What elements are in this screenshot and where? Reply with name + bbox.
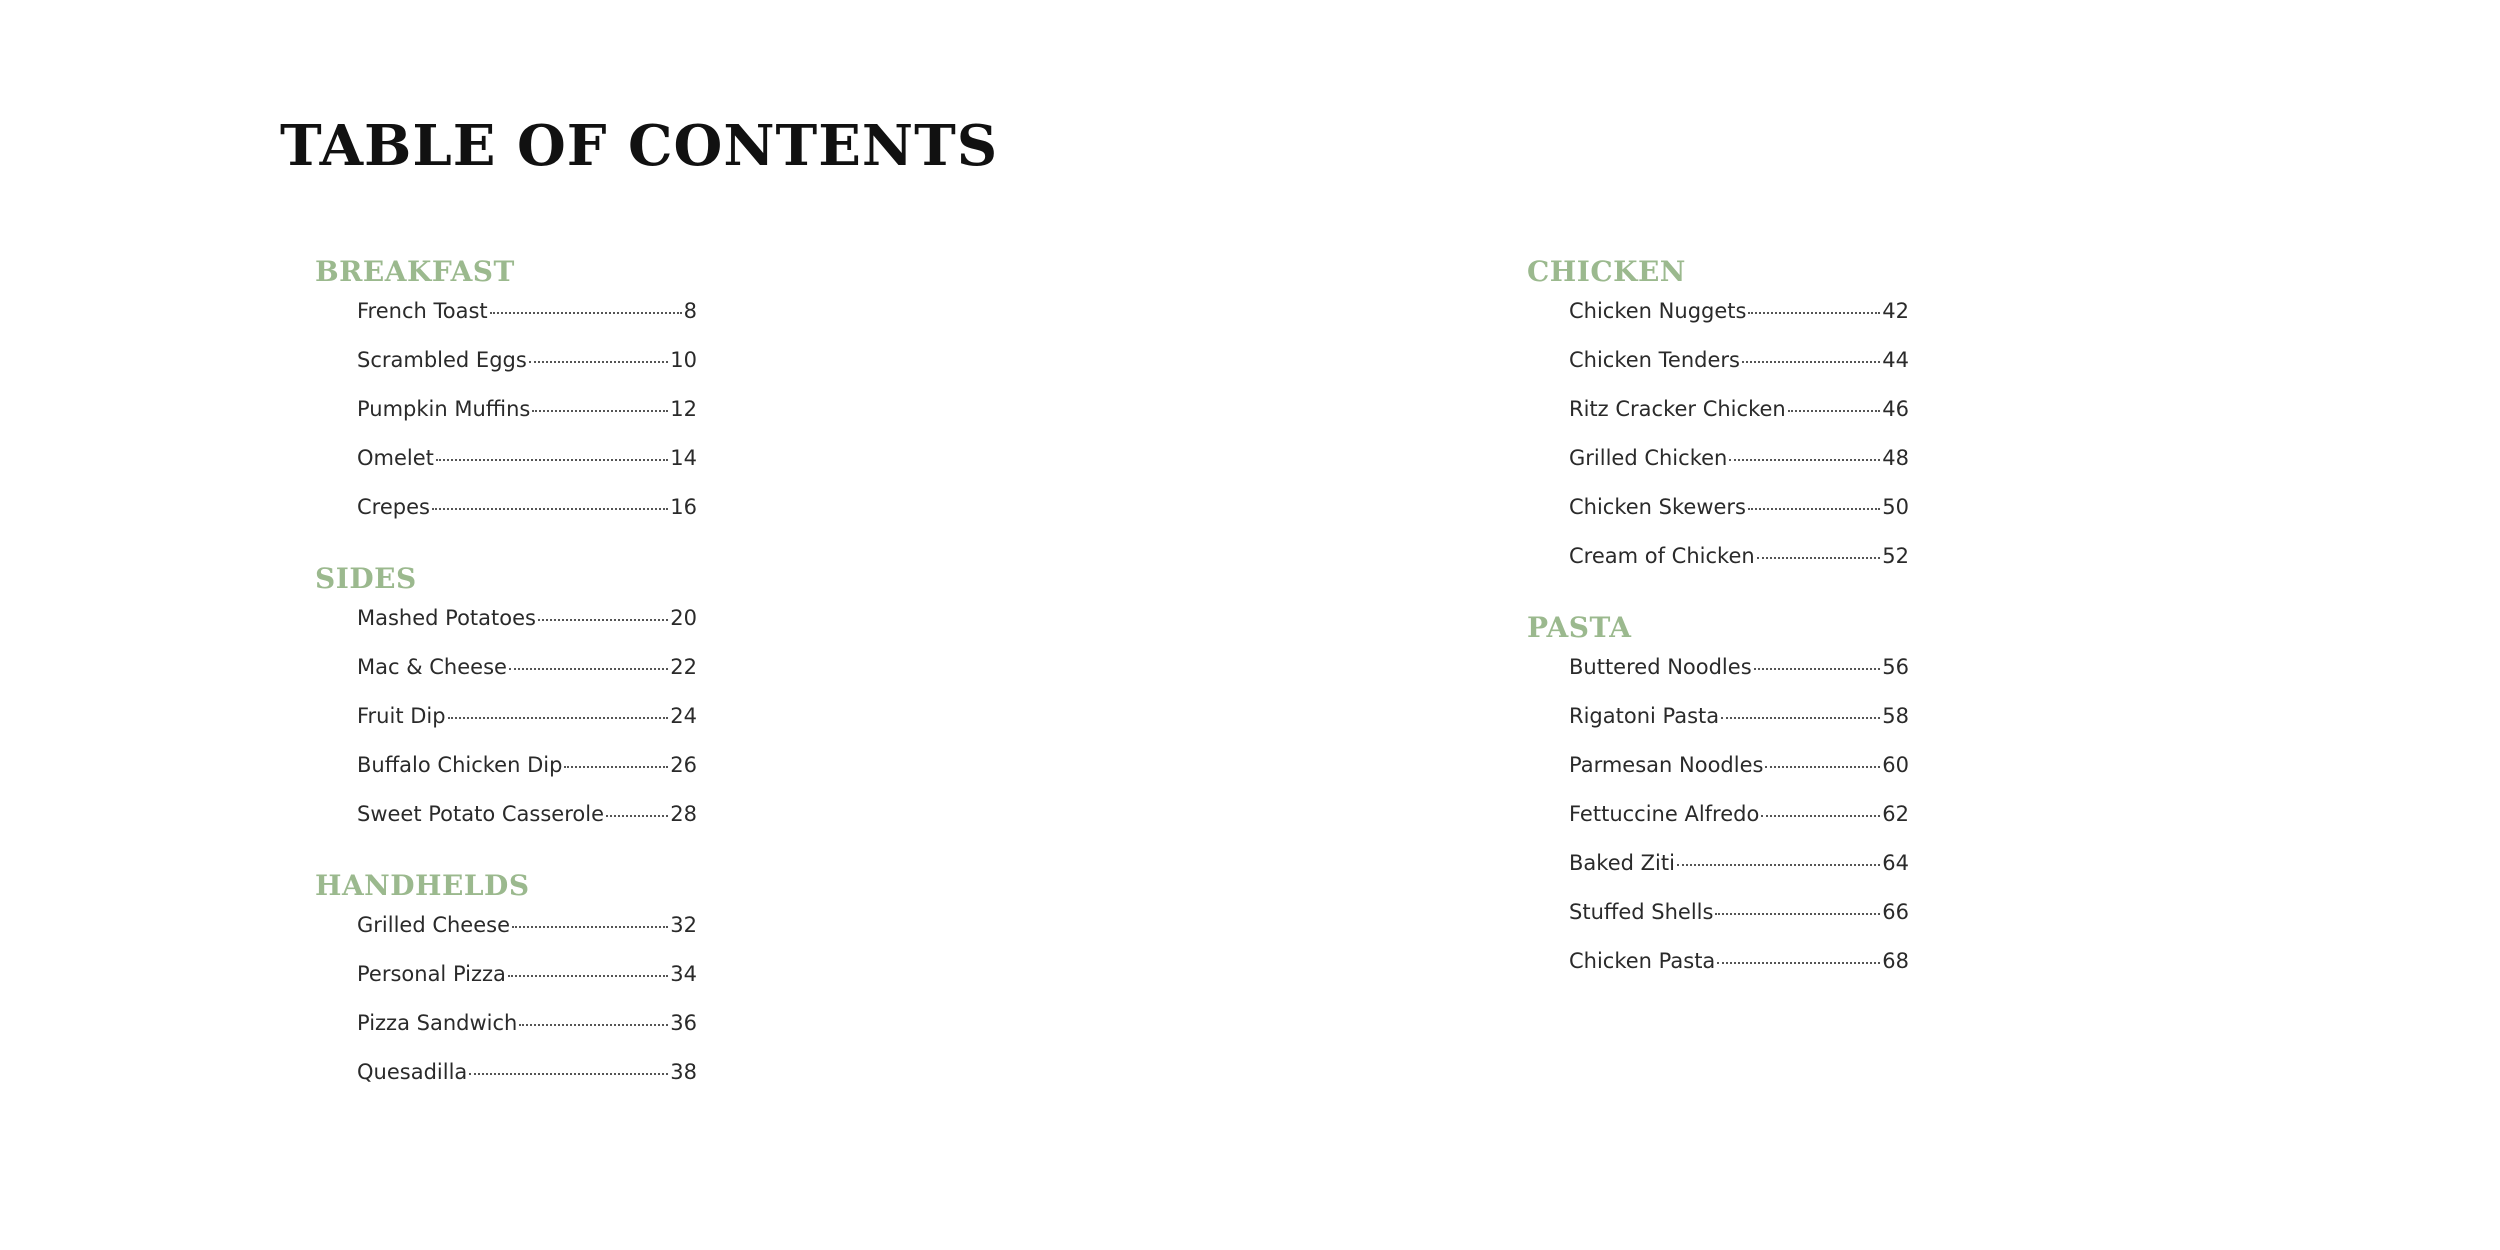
- page-number: 12: [670, 397, 697, 421]
- dot-leader: [448, 717, 669, 719]
- toc-entry[interactable]: [357, 1011, 697, 1060]
- toc-entry[interactable]: [1569, 495, 1909, 544]
- page-number: 66: [1882, 900, 1909, 924]
- dot-leader: [1757, 557, 1881, 559]
- entry-title: Buffalo Chicken Dip: [357, 753, 563, 777]
- page-number: 52: [1882, 544, 1909, 568]
- page-number: 44: [1882, 348, 1909, 372]
- toc-entry[interactable]: [1569, 446, 1909, 495]
- entry-title: Quesadilla: [357, 1060, 468, 1084]
- dot-leader: [432, 508, 668, 510]
- toc-entry[interactable]: [357, 802, 697, 851]
- toc-entry[interactable]: [357, 962, 697, 1011]
- toc-section: [1527, 611, 1947, 998]
- dot-leader: [1754, 668, 1881, 670]
- entry-title: Chicken Nuggets: [1569, 299, 1747, 323]
- dot-leader: [490, 312, 682, 314]
- entry-title: Fettuccine Alfredo: [1569, 802, 1760, 826]
- page-title: TABLE OF CONTENTS: [280, 113, 999, 179]
- entry-title: Buttered Noodles: [1569, 655, 1752, 679]
- dot-leader: [1761, 815, 1880, 817]
- dot-leader: [509, 668, 668, 670]
- page-number: 64: [1882, 851, 1909, 875]
- entry-title: Mac & Cheese: [357, 655, 507, 679]
- entry-title: Pumpkin Muffins: [357, 397, 531, 421]
- dot-leader: [519, 1024, 668, 1026]
- section-heading: HANDHELDS: [315, 869, 530, 902]
- entry-title: Rigatoni Pasta: [1569, 704, 1720, 728]
- toc-entry[interactable]: [357, 348, 697, 397]
- toc-entry[interactable]: [1569, 544, 1909, 593]
- entry-title: Mashed Potatoes: [357, 606, 536, 630]
- page-number: 14: [670, 446, 697, 470]
- entry-title: Crepes: [357, 495, 430, 519]
- section-heading: CHICKEN: [1527, 255, 1686, 288]
- toc-entry[interactable]: [1569, 655, 1909, 704]
- page-number: 58: [1882, 704, 1909, 728]
- entry-title: Grilled Cheese: [357, 913, 511, 937]
- toc-entry[interactable]: [1569, 802, 1909, 851]
- toc-entry[interactable]: [357, 655, 697, 704]
- dot-leader: [529, 361, 668, 363]
- toc-column-right: [1527, 255, 1947, 1016]
- dot-leader: [1788, 410, 1881, 412]
- dot-leader: [1677, 864, 1880, 866]
- entry-title: Parmesan Noodles: [1569, 753, 1764, 777]
- page-number: 62: [1882, 802, 1909, 826]
- entry-title: Personal Pizza: [357, 962, 506, 986]
- toc-entry[interactable]: [357, 1060, 697, 1109]
- entry-title: Chicken Pasta: [1569, 949, 1716, 973]
- entry-title: Sweet Potato Casserole: [357, 802, 604, 826]
- page-number: 10: [670, 348, 697, 372]
- page-number: 38: [670, 1060, 697, 1084]
- page-number: 16: [670, 495, 697, 519]
- toc-entry[interactable]: [1569, 900, 1909, 949]
- toc-entry[interactable]: [1569, 753, 1909, 802]
- page-number: 50: [1882, 495, 1909, 519]
- page-number: 46: [1882, 397, 1909, 421]
- page-number: 36: [670, 1011, 697, 1035]
- dot-leader: [1715, 913, 1880, 915]
- dot-leader: [1717, 962, 1880, 964]
- section-heading: PASTA: [1527, 611, 1632, 644]
- page-number: 26: [670, 753, 697, 777]
- page-number: 68: [1882, 949, 1909, 973]
- entry-title: Cream of Chicken: [1569, 544, 1755, 568]
- entry-title: Pizza Sandwich: [357, 1011, 518, 1035]
- dot-leader: [564, 766, 668, 768]
- toc-section: [315, 255, 735, 544]
- section-heading: BREAKFAST: [315, 255, 515, 288]
- entry-title: Omelet: [357, 446, 434, 470]
- page-number: 42: [1882, 299, 1909, 323]
- dot-leader: [1742, 361, 1880, 363]
- toc-entry[interactable]: [357, 299, 697, 348]
- dot-leader: [1765, 766, 1880, 768]
- section-heading: SIDES: [315, 562, 417, 595]
- page-number: 24: [670, 704, 697, 728]
- entry-title: Stuffed Shells: [1569, 900, 1714, 924]
- page-number: 32: [670, 913, 697, 937]
- dot-leader: [1729, 459, 1880, 461]
- dot-leader: [508, 975, 668, 977]
- dot-leader: [469, 1073, 668, 1075]
- dot-leader: [538, 619, 668, 621]
- dot-leader: [1748, 508, 1880, 510]
- entry-title: Grilled Chicken: [1569, 446, 1728, 470]
- entry-title: Baked Ziti: [1569, 851, 1675, 875]
- dot-leader: [1748, 312, 1880, 314]
- entry-title: Scrambled Eggs: [357, 348, 527, 372]
- toc-entry[interactable]: [357, 606, 697, 655]
- toc-section: [1527, 255, 1947, 593]
- toc-section: [315, 562, 735, 851]
- toc-entry[interactable]: [1569, 949, 1909, 998]
- entry-title: Ritz Cracker Chicken: [1569, 397, 1786, 421]
- toc-entry[interactable]: [357, 495, 697, 544]
- dot-leader: [606, 815, 668, 817]
- toc-entry[interactable]: [1569, 704, 1909, 753]
- toc-entry[interactable]: [357, 753, 697, 802]
- dot-leader: [1721, 717, 1880, 719]
- entry-title: French Toast: [357, 299, 488, 323]
- toc-entry[interactable]: [357, 913, 697, 962]
- page-number: 8: [683, 299, 697, 323]
- toc-column-left: [315, 255, 735, 1127]
- dot-leader: [512, 926, 668, 928]
- toc-entry[interactable]: [1569, 397, 1909, 446]
- entry-title: Chicken Skewers: [1569, 495, 1747, 519]
- toc-entry[interactable]: [1569, 348, 1909, 397]
- entry-title: Fruit Dip: [357, 704, 446, 728]
- dot-leader: [436, 459, 668, 461]
- page-number: 56: [1882, 655, 1909, 679]
- toc-entry[interactable]: [1569, 299, 1909, 348]
- page-number: 60: [1882, 753, 1909, 777]
- toc-section: [315, 869, 735, 1109]
- entry-title: Chicken Tenders: [1569, 348, 1740, 372]
- dot-leader: [532, 410, 668, 412]
- toc-entry[interactable]: [357, 446, 697, 495]
- page-number: 48: [1882, 446, 1909, 470]
- toc-entry[interactable]: [357, 397, 697, 446]
- toc-entry[interactable]: [1569, 851, 1909, 900]
- page-number: 20: [670, 606, 697, 630]
- page-number: 28: [670, 802, 697, 826]
- page-number: 34: [670, 962, 697, 986]
- page-number: 22: [670, 655, 697, 679]
- toc-entry[interactable]: [357, 704, 697, 753]
